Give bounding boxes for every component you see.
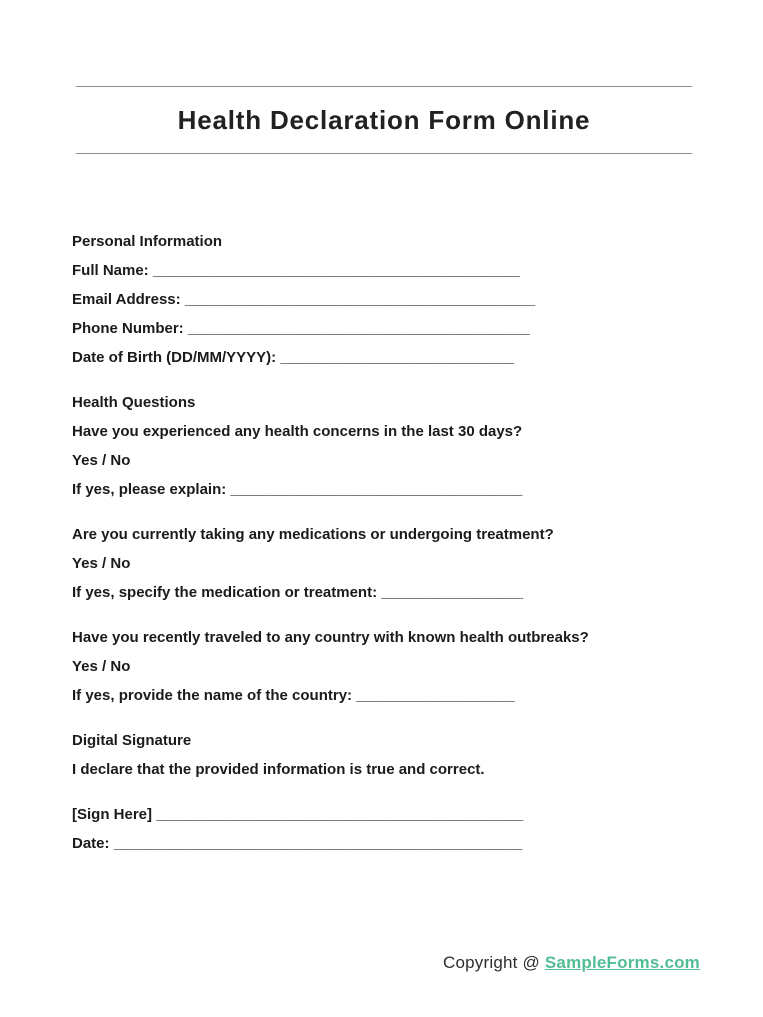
question-3-options: Yes / No — [72, 658, 131, 675]
page-title: Health Declaration Form Online — [177, 104, 591, 135]
question-3-followup-line: ___________________ — [356, 687, 515, 704]
question-1-followup-label: If yes, please explain: — [72, 481, 227, 498]
question-2-options: Yes / No — [72, 555, 131, 572]
declaration-text: I declare that the provided information is true and correct. — [72, 761, 485, 778]
footer-copyright — [443, 953, 700, 973]
sign-here-label: [Sign Here] — [72, 806, 153, 823]
full-name-label: Full Name: — [72, 262, 149, 279]
personal-information-heading: Personal Information — [72, 233, 223, 250]
question-3-text: Have you recently traveled to any country with known health outbreaks? — [72, 629, 589, 646]
question-2-text: Are you currently taking any medications or undergoing treatment? — [72, 526, 554, 543]
question-1-followup-row — [72, 475, 723, 504]
date-of-birth-label: Date of Birth (DD/MM/YYYY): — [72, 349, 277, 366]
date-label: Date: — [72, 835, 110, 852]
title-block — [76, 86, 692, 154]
question-2-block — [72, 520, 723, 607]
section-digital-signature — [72, 726, 723, 784]
sign-here-line: ____________________________________________ — [156, 806, 524, 823]
question-2-followup-label: If yes, specify the medication or treatment: — [72, 584, 378, 601]
section-personal-information — [72, 227, 723, 372]
full-name-row — [72, 256, 723, 285]
health-questions-heading: Health Questions — [72, 394, 196, 411]
question-1-followup-line: ___________________________________ — [230, 481, 523, 498]
question-3-followup-row — [72, 681, 723, 710]
email-address-line: __________________________________________ — [184, 291, 536, 308]
digital-signature-heading: Digital Signature — [72, 732, 192, 749]
phone-number-row — [72, 314, 723, 343]
date-of-birth-line: ____________________________ — [280, 349, 514, 366]
sign-here-row — [72, 800, 723, 829]
question-2-followup-row — [72, 578, 723, 607]
form-content — [72, 227, 723, 874]
phone-number-label: Phone Number: — [72, 320, 184, 337]
email-address-row — [72, 285, 723, 314]
sampleforms-link[interactable]: SampleForms.com — [544, 953, 700, 972]
copyright-text: Copyright @ — [443, 953, 540, 972]
date-of-birth-row — [72, 343, 723, 372]
question-3-block — [72, 623, 723, 710]
sign-date-block — [72, 800, 723, 858]
question-3-followup-label: If yes, provide the name of the country: — [72, 687, 353, 704]
phone-number-line: _________________________________________ — [187, 320, 530, 337]
question-2-followup-line: _________________ — [381, 584, 524, 601]
date-line: _________________________________________________ — [113, 835, 523, 852]
email-address-label: Email Address: — [72, 291, 181, 308]
full-name-line: ____________________________________________ — [152, 262, 520, 279]
question-1-options: Yes / No — [72, 452, 131, 469]
date-row — [72, 829, 723, 858]
section-health-questions — [72, 388, 723, 504]
question-1-text: Have you experienced any health concerns in the last 30 days? — [72, 423, 523, 440]
